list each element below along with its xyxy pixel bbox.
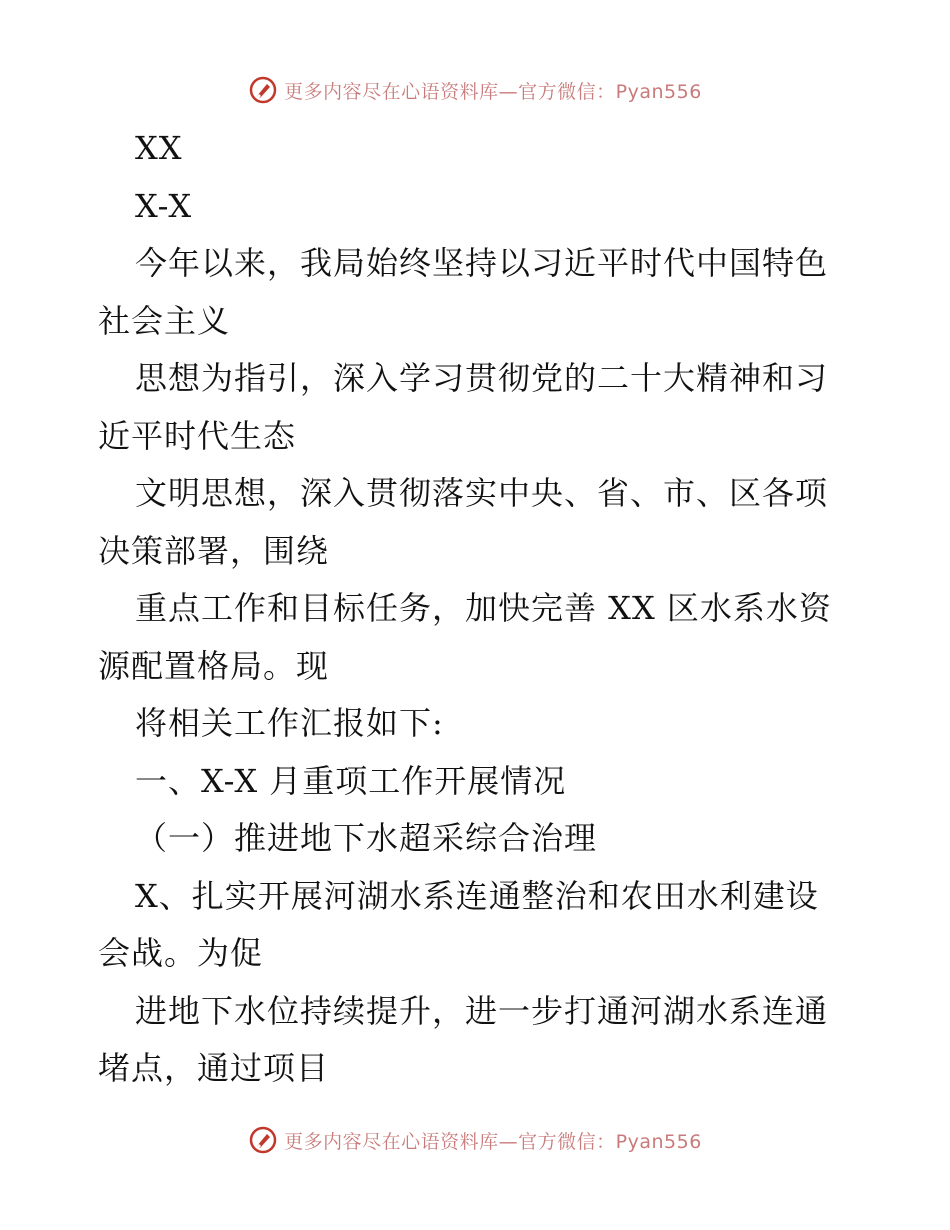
text-line: 进地下水位持续提升，进一步打通河湖水系连通 [135, 991, 829, 1030]
text-line: 一、X-X 月重项工作开展情况 [135, 761, 567, 800]
text-line: X、扎实开展河湖水系连通整治和农田水利建设 [135, 876, 819, 915]
text-line: （一）推进地下水超采综合治理 [135, 819, 598, 857]
text-line: X-X [135, 186, 193, 225]
text-line: 决策部署，围绕 [98, 531, 330, 570]
text-line: XX [135, 129, 183, 167]
watermark-id: Pyan556 [615, 80, 702, 103]
text-line: 将相关工作汇报如下: [135, 704, 444, 742]
pen-nib-circle-icon [248, 75, 278, 105]
text-line: 重点工作和目标任务，加快完善 XX 区水系水资 [135, 589, 832, 627]
watermark-id: Pyan556 [615, 1130, 702, 1153]
watermark-text: 更多内容尽在心语资料库—官方微信：Pyan556 [284, 80, 702, 103]
text-line: 源配置格局。现 [98, 646, 330, 685]
watermark-text: 更多内容尽在心语资料库—官方微信：Pyan556 [284, 1130, 702, 1153]
text-line: 近平时代生态 [98, 416, 297, 455]
footer-watermark [0, 1120, 950, 1160]
document-body [98, 120, 858, 1098]
header-watermark [0, 70, 950, 110]
text-line: 社会主义 [98, 301, 231, 340]
text-line: 今年以来，我局始终坚持以习近平时代中国特色 [135, 244, 829, 282]
pen-nib-circle-icon [248, 1125, 278, 1155]
text-line: 思想为指引，深入学习贯彻党的二十大精神和习 [135, 359, 829, 397]
text-line: 文明思想，深入贯彻落实中央、省、市、区各项 [135, 474, 829, 512]
text-line: 会战。为促 [98, 934, 264, 972]
text-line: 堵点，通过项目 [98, 1049, 330, 1087]
